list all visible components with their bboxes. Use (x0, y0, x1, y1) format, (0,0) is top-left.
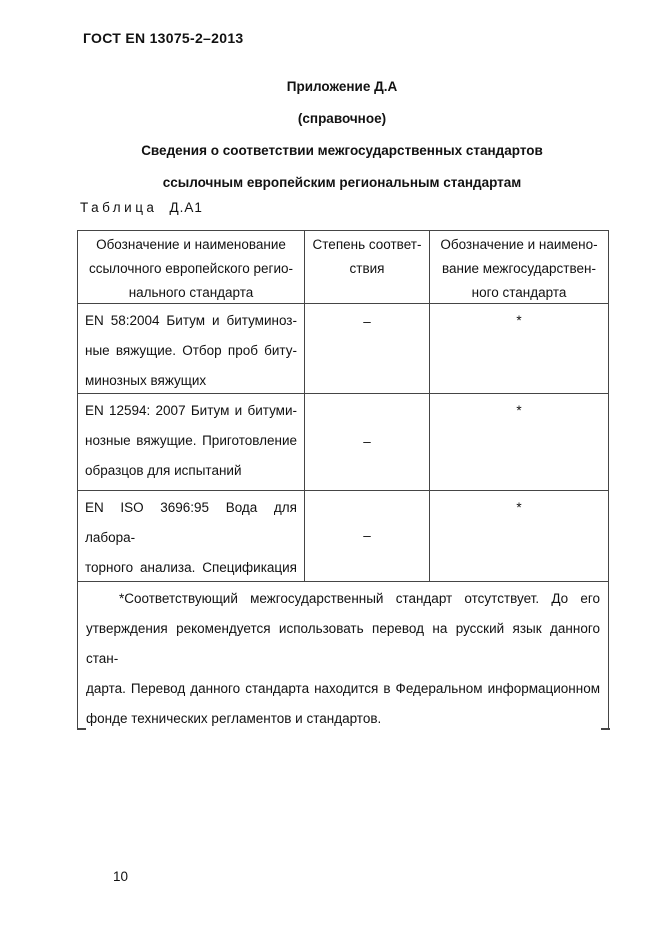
header-line: вание межгосударствен- (442, 261, 596, 276)
table-row-degree (304, 303, 429, 393)
standard-name-line: EN 58:2004 Битум и битуминоз- (85, 313, 297, 328)
header-interstate-standard (429, 231, 608, 303)
appendix-title: Приложение Д.А (286, 79, 398, 94)
table-bottom-right-corner (601, 728, 610, 730)
table-row-degree (304, 490, 429, 581)
table-label-word: Таблица (80, 200, 158, 215)
footnote-line: *Соответствующий межгосударственный стандарт отсутствует. До его (119, 591, 600, 606)
table-footnote (78, 581, 608, 728)
footnote-line: фонде технических регламентов и стандартов. (86, 711, 382, 726)
appendix-heading-line2: ссылочным европейским региональным стандартам (162, 175, 522, 190)
degree-value: – (363, 314, 371, 329)
header-line: ссылочного европейского регио- (88, 261, 294, 276)
table-row-interstate (429, 490, 608, 581)
interstate-value: * (516, 403, 522, 418)
header-line: нального стандарта (128, 285, 254, 300)
table-row-standard-name (78, 393, 304, 490)
footnote-line: утверждения рекомендуется использовать перевод на русский язык данного стан- (86, 621, 600, 666)
header-degree-of-correspondence (304, 231, 429, 303)
header-european-standard (78, 231, 304, 303)
standard-name-line: EN ISO 3696:95 Вода для лабора- (85, 500, 297, 545)
header-line: Степень соответ- (312, 237, 422, 252)
document-header: ГОСТ EN 13075-2–2013 (83, 30, 244, 46)
table-row-standard-name (78, 490, 304, 581)
table-row-degree (304, 393, 429, 490)
standard-name-line: ные вяжущие. Отбор проб биту- (85, 343, 297, 358)
table-row-interstate (429, 303, 608, 393)
table-label (80, 200, 203, 215)
table-label-number: Д.А1 (169, 200, 203, 215)
footnote-line: дарта. Перевод данного стандарта находится в Федеральном информационном (86, 681, 600, 696)
table-row-standard-name (78, 303, 304, 393)
degree-value: – (363, 528, 371, 543)
table-row-interstate (429, 393, 608, 490)
standard-name-line: минозных вяжущих (85, 373, 207, 388)
page-number: 10 (113, 869, 129, 884)
header-line: Обозначение и наимено- (440, 237, 598, 252)
table-bottom-left-corner (77, 728, 86, 730)
standards-correspondence-table (77, 230, 609, 728)
header-line: Обозначение и наименование (96, 237, 286, 252)
standard-name-line: торного анализа. Спецификация (85, 560, 297, 575)
standard-name-line: нозные вяжущие. Приготовление (85, 433, 297, 448)
header-line: ного стандарта (471, 285, 567, 300)
appendix-type: (справочное) (297, 111, 387, 126)
interstate-value: * (516, 500, 522, 515)
standard-name-line: EN 12594: 2007 Битум и битуми- (85, 403, 297, 418)
standard-name-line: образцов для испытаний (85, 463, 242, 478)
degree-value: – (363, 434, 371, 449)
interstate-value: * (516, 313, 522, 328)
appendix-heading-line1: Сведения о соответствии межгосударственных стандартов (141, 143, 543, 158)
header-line: ствия (349, 261, 385, 276)
